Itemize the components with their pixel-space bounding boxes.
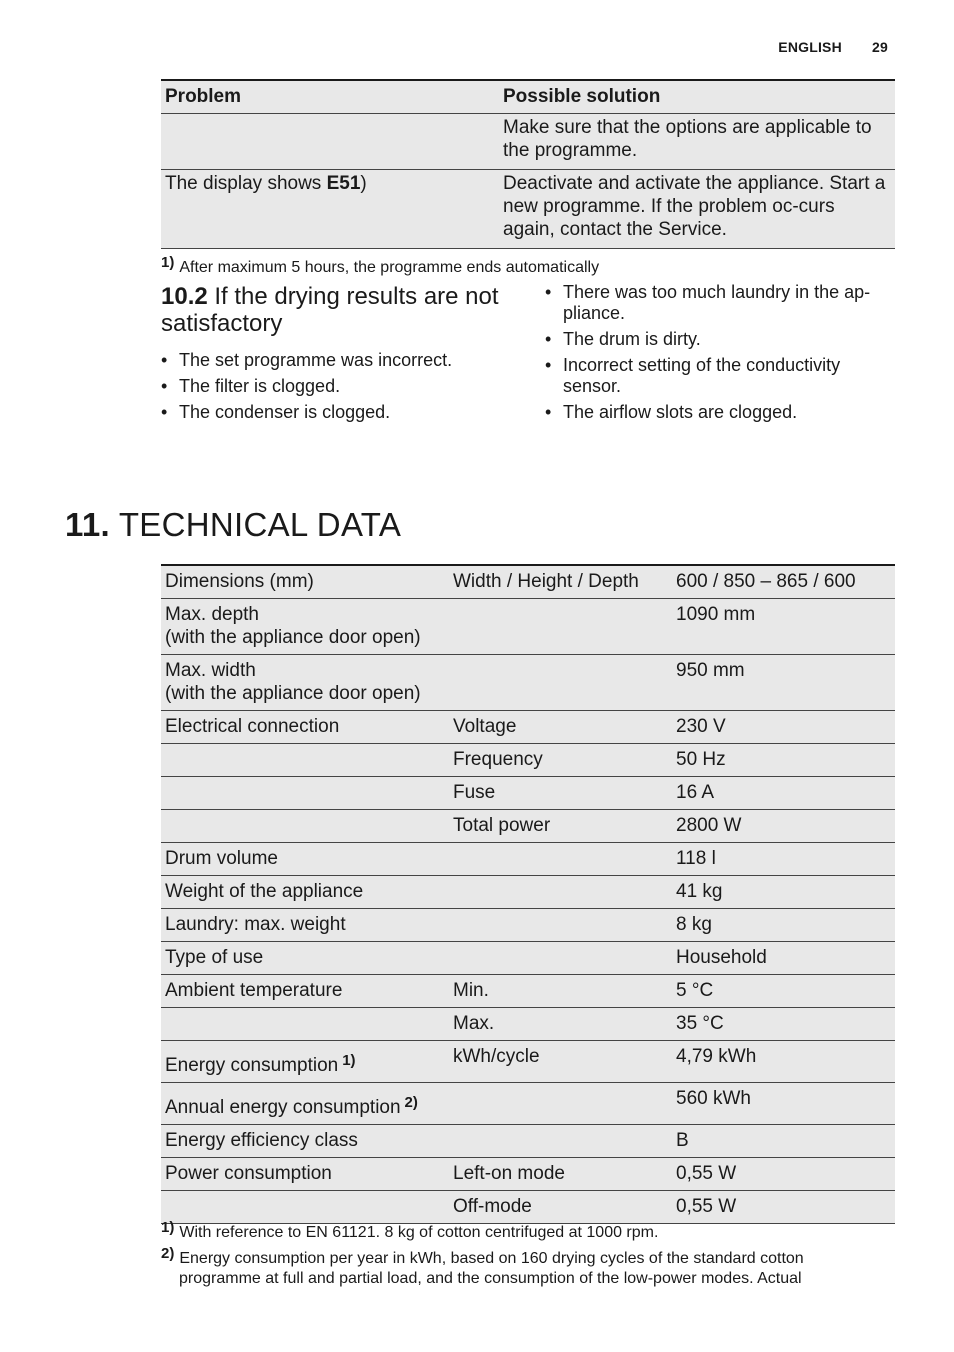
footnote-ref: 1) (342, 1052, 356, 1069)
sublabel-cell: Voltage (449, 711, 672, 744)
label-cell: Ambient temperature (161, 975, 449, 1008)
sublabel-cell: Frequency (449, 744, 672, 777)
sublabel-cell: kWh/cycle (449, 1041, 672, 1083)
problem-prefix: The display shows (165, 173, 327, 194)
table-row (161, 1125, 895, 1158)
section-10-2 (161, 283, 521, 428)
value-cell: B (672, 1125, 895, 1158)
table-row (161, 975, 895, 1008)
list-item (545, 329, 895, 350)
column-header-solution: Possible solution (499, 80, 895, 114)
problem-cell (161, 170, 499, 249)
label-line: Max. width (165, 660, 256, 681)
value-cell: 0,55 W (672, 1158, 895, 1191)
value-cell: 118 l (672, 843, 895, 876)
list-item-text: Incorrect setting of the conductivity sensor. (563, 355, 841, 396)
footnote-mark: 1) (161, 1219, 175, 1236)
table-row (161, 810, 895, 843)
list-item-text: The condenser is clogged. (179, 402, 391, 422)
sublabel-cell: Off-mode (449, 1191, 672, 1224)
sublabel-cell: Min. (449, 975, 672, 1008)
table-row (161, 777, 895, 810)
sublabel-cell: Width / Height / Depth (449, 565, 672, 599)
label-cell (161, 599, 449, 655)
label-cell (161, 744, 449, 777)
table-row (161, 565, 895, 599)
table-row (161, 1008, 895, 1041)
list-item (161, 376, 521, 397)
section-number: 10.2 (161, 283, 208, 310)
value-cell: 0,55 W (672, 1191, 895, 1224)
label-cell: Laundry: max. weight (161, 909, 449, 942)
label-cell: Drum volume (161, 843, 449, 876)
sublabel-cell (449, 843, 672, 876)
section-11-title (65, 506, 401, 544)
footnote-mark: 1) (161, 254, 175, 271)
label-cell: Energy efficiency class (161, 1125, 449, 1158)
sublabel-cell: Max. (449, 1008, 672, 1041)
label-cell (161, 810, 449, 843)
label-cell: Electrical connection (161, 711, 449, 744)
header-language: ENGLISH (778, 39, 842, 55)
bullet-icon: • (161, 350, 168, 370)
table-row (161, 909, 895, 942)
label-cell (161, 777, 449, 810)
table-header-row (161, 80, 895, 114)
solution-cell: Deactivate and activate the appliance. Start a new programme. If the problem oc-curs again, contact the Service. (499, 170, 895, 249)
label-cell: Weight of the appliance (161, 876, 449, 909)
sublabel-cell (449, 942, 672, 975)
table-row (161, 744, 895, 777)
table-row (161, 1083, 895, 1125)
bullet-list-right (545, 282, 895, 423)
sublabel-cell (449, 876, 672, 909)
header-page-number: 29 (872, 39, 888, 55)
value-cell: 16 A (672, 777, 895, 810)
label-line-2: (with the appliance door open) (165, 627, 421, 648)
sublabel-cell: Total power (449, 810, 672, 843)
sublabel-cell (449, 655, 672, 711)
label-cell (161, 1083, 449, 1125)
value-cell: 35 °C (672, 1008, 895, 1041)
value-cell: 950 mm (672, 655, 895, 711)
sublabel-cell (449, 1125, 672, 1158)
list-item-text: The filter is clogged. (179, 376, 341, 396)
table-row (161, 843, 895, 876)
section-title: If the drying results are not satisfactory (161, 283, 499, 337)
value-cell: 560 kWh (672, 1083, 895, 1125)
sublabel-cell (449, 599, 672, 655)
value-cell: 2800 W (672, 810, 895, 843)
bullet-list-right-wrap (545, 282, 895, 428)
bullet-icon: • (161, 376, 168, 396)
list-item (545, 282, 895, 324)
label-cell: Power consumption (161, 1158, 449, 1191)
column-header-problem: Problem (161, 80, 499, 114)
table-row (161, 170, 895, 249)
table-row (161, 1041, 895, 1083)
value-cell: 8 kg (672, 909, 895, 942)
problem-suffix: ) (360, 173, 367, 194)
footnote-text: Energy consumption per year in kWh, based on 160 drying cycles of the standard cotton (179, 1250, 804, 1267)
sublabel-cell: Left-on mode (449, 1158, 672, 1191)
table-row (161, 114, 895, 170)
section-number: 11. (65, 506, 110, 543)
page-header (778, 39, 888, 55)
footnote (161, 253, 599, 278)
table-row (161, 711, 895, 744)
table-row (161, 599, 895, 655)
value-cell: Household (672, 942, 895, 975)
value-cell: 50 Hz (672, 744, 895, 777)
bullet-icon: • (545, 355, 552, 375)
table-row (161, 876, 895, 909)
list-item (545, 402, 895, 423)
table-row (161, 655, 895, 711)
label-cell: Dimensions (mm) (161, 565, 449, 599)
footnote-text: With reference to EN 61121. 8 kg of cotton centrifuged at 1000 rpm. (179, 1224, 659, 1241)
list-item-text: The drum is dirty. (563, 329, 701, 349)
sublabel-cell (449, 1083, 672, 1125)
footnote-ref: 2) (404, 1094, 418, 1111)
technical-data-table (161, 564, 895, 1224)
footnote-text: After maximum 5 hours, the programme ends automatically (179, 259, 600, 276)
table-row (161, 942, 895, 975)
label-cell (161, 1008, 449, 1041)
bullet-icon: • (161, 402, 168, 422)
bullet-list-left (161, 350, 521, 423)
label-line: Max. depth (165, 604, 259, 625)
bullet-icon: • (545, 402, 552, 422)
label-line-2: (with the appliance door open) (165, 683, 421, 704)
value-cell: 600 / 850 – 865 / 600 (672, 565, 895, 599)
footnote (161, 1218, 658, 1243)
problem-cell (161, 114, 499, 170)
list-item-text: The set programme was incorrect. (179, 350, 453, 370)
list-item-text: There was too much laundry in the ap-pliance. (563, 282, 871, 323)
label-cell: Type of use (161, 942, 449, 975)
solution-cell: Make sure that the options are applicable to the programme. (499, 114, 895, 170)
footnote-text-line-2: programme at full and partial load, and the consumption of the low-power modes. Actual (179, 1270, 802, 1287)
section-heading (161, 283, 521, 337)
value-cell: 5 °C (672, 975, 895, 1008)
footnote-mark: 2) (161, 1245, 175, 1262)
list-item (545, 355, 895, 397)
value-cell: 41 kg (672, 876, 895, 909)
list-item (161, 350, 521, 371)
section-title: TECHNICAL DATA (109, 506, 402, 543)
footnote (161, 1244, 804, 1289)
error-code: E51 (326, 173, 361, 194)
label-cell (161, 1041, 449, 1083)
table-row (161, 1158, 895, 1191)
list-item-text: The airflow slots are clogged. (563, 402, 798, 422)
label-text: Annual energy consumption (165, 1097, 401, 1118)
label-cell (161, 655, 449, 711)
sublabel-cell (449, 909, 672, 942)
value-cell: 1090 mm (672, 599, 895, 655)
sublabel-cell: Fuse (449, 777, 672, 810)
value-cell: 230 V (672, 711, 895, 744)
bullet-icon: • (545, 329, 552, 349)
list-item (161, 402, 521, 423)
label-text: Energy consumption (165, 1055, 339, 1076)
troubleshooting-table (161, 79, 895, 249)
value-cell: 4,79 kWh (672, 1041, 895, 1083)
bullet-icon: • (545, 282, 552, 302)
